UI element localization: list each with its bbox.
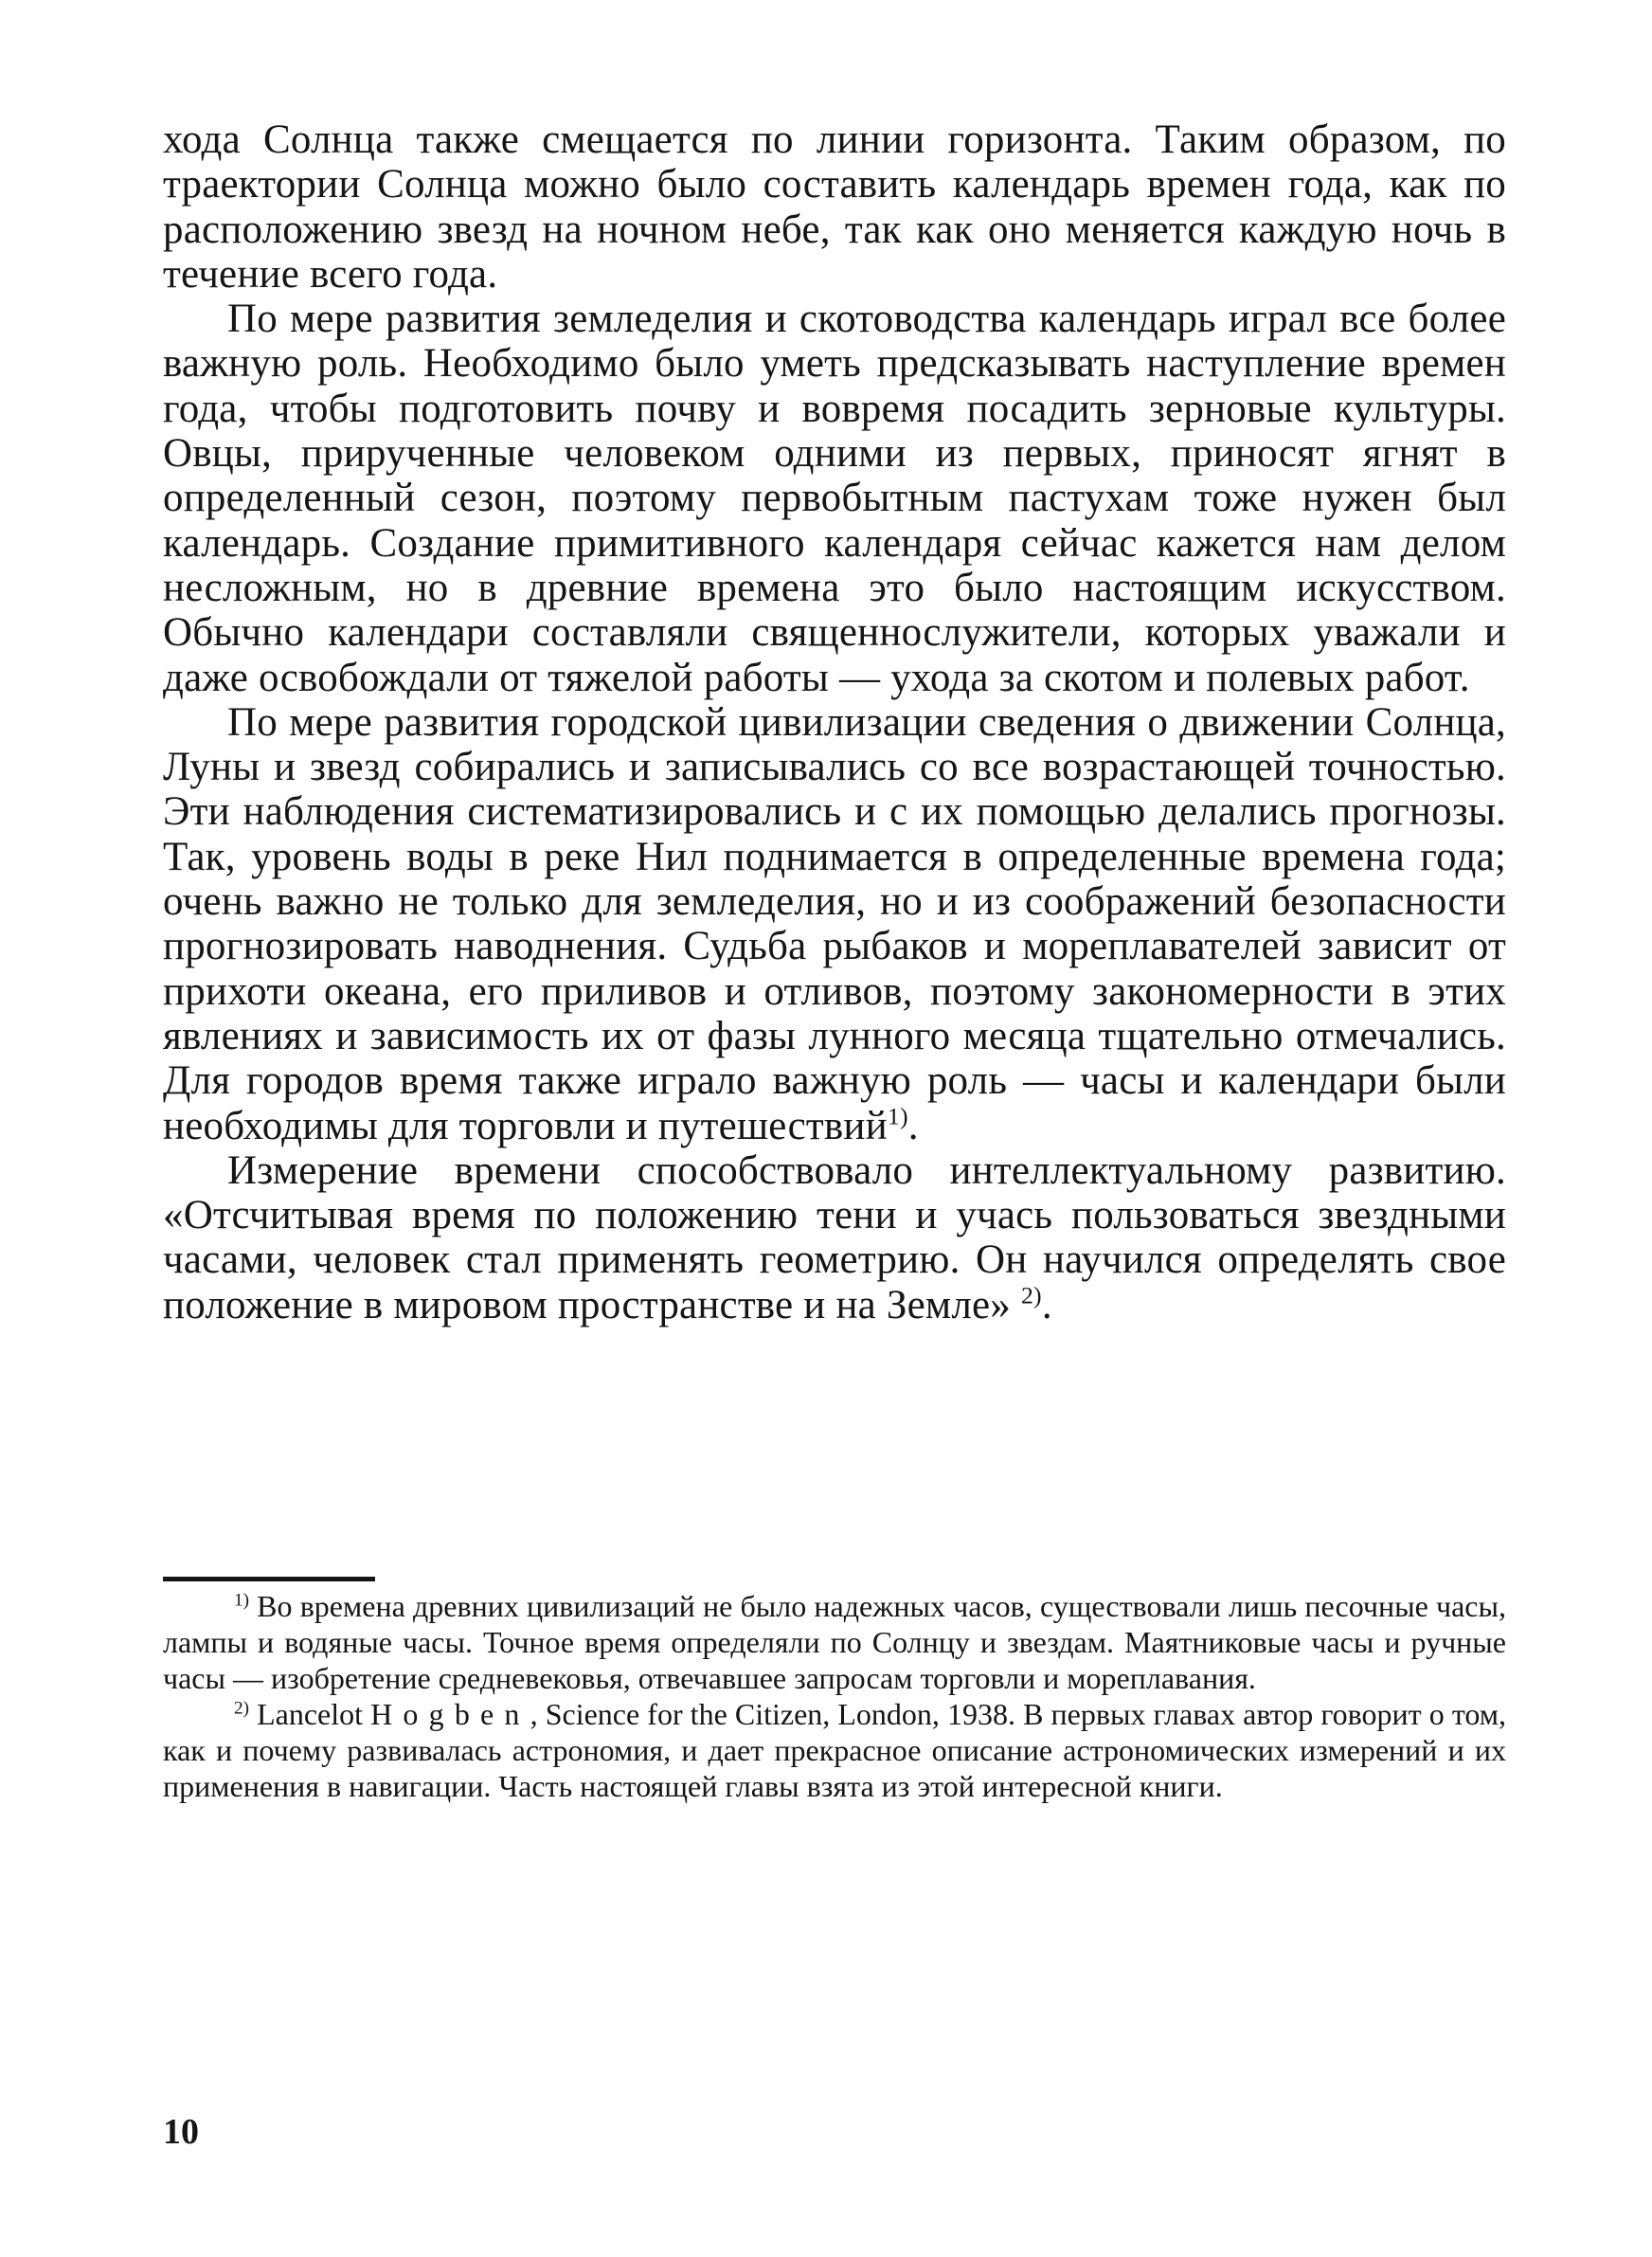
paragraph-continuation: хода Солнца также смещается по линии горизонта. Таким образом, по траектории Солнца можно было составить календарь времен года, как по расположению звезд на ночном небе, так как оно меняется каждую ночь в течение всего года.: [163, 117, 1506, 297]
main-text: [163, 117, 1506, 1327]
footnote-ref-2: 2): [1020, 1281, 1042, 1309]
paragraph-agriculture-calendar: По мере развития земледелия и скотоводства календарь играл все более важную роль. Необходимо было уметь предсказывать наступление времен года, чтобы подготовить почву и вовремя посадить зерновые культуры. Овцы, прирученные человеком одними из первых, приносят ягнят в определенный сезон, поэтому первобытным пастухам тоже нужен был календарь. Создание примитивного календаря сейчас кажется нам делом несложным, но в древние времена это было настоящим искусством. Обычно календари составляли священнослужители, которых уважали и даже освобождали от тяжелой работы — ухода за скотом и полевых работ.: [163, 297, 1506, 700]
paragraph-end-period: .: [907, 1103, 919, 1148]
footnote-mark-2: 2): [234, 1698, 249, 1719]
footnote-1: [163, 1588, 1506, 1696]
footnote-separator: [163, 1577, 375, 1581]
paragraph-time-text: Измерение времени способствовало интеллектуальному развитию. «Отсчитывая время по положению тени и учась пользоваться звездными часами, человек стал применять геометрию. Он научился определять свое положение в мировом пространстве и на Земле»: [163, 1147, 1506, 1327]
footnote-2-author-last: Hogben: [370, 1697, 530, 1731]
page-number: 10: [163, 2112, 199, 2152]
footnote-mark-1: 1): [234, 1590, 249, 1611]
footnote-2-author-first: Lancelot: [257, 1697, 364, 1731]
footnote-2: [163, 1696, 1506, 1804]
paragraph-urban-text: По мере развития городской цивилизации сведения о движении Солнца, Луны и звезд собирались и записывались со все возрастающей точностью. Эти наблюдения систематизировались и с их помощью делались прогнозы. Так, уровень воды в реке Нил поднимается в определенные времена года; очень важно не только для земледелия, но и из соображений безопасности прогнозировать наводнения. Судьба рыбаков и мореплавателей зависит от прихоти океана, его приливов и отливов, поэтому закономерности в этих явлениях и зависимость их от фазы лунного месяца тщательно отмечались. Для городов время также играло важную роль — часы и календари были необходимы для торговли и путешествий: [163, 699, 1506, 1148]
footnote-2-text: , Science for the Citizen, London, 1938. В первых главах автор говорит о том, как и почему развивалась астрономия, и дает прекрасное описание астрономических измерений и их применения в навигации. Часть настоящей главы взята из этой интересной книги.: [163, 1697, 1507, 1803]
paragraph-time-measurement: [163, 1148, 1506, 1327]
footnote-ref-1: 1): [887, 1102, 908, 1130]
footnote-1-text: Во времена древних цивилизаций не было надежных часов, существовали лишь песочные часы, лампы и водяные часы. Точное время определяли по Солнцу и звездам. Маятниковые часы и ручные часы — изобретение средневековья, отвечавшее запросам торговли и мореплавания.: [163, 1589, 1507, 1695]
paragraph-urban-civilization: [163, 700, 1506, 1148]
paragraph-end-period-2: .: [1041, 1282, 1052, 1327]
footnotes: [163, 1588, 1506, 1804]
